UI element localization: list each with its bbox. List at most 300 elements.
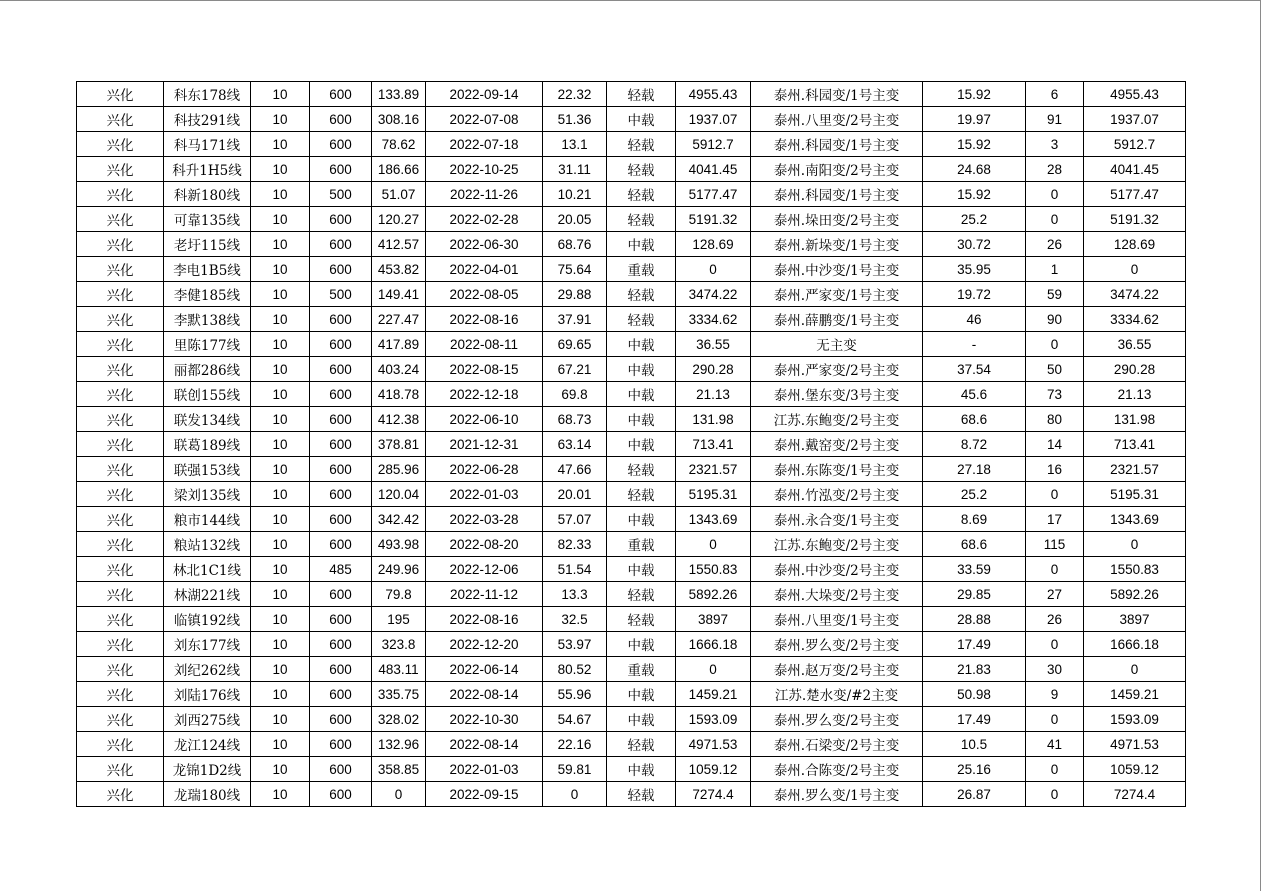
table-cell: 林湖221线 (164, 582, 251, 607)
table-cell: 泰州.东陈变/1号主变 (751, 457, 923, 482)
table-cell: 26 (1026, 607, 1084, 632)
table-cell: 10 (251, 707, 310, 732)
table-row (77, 82, 1186, 107)
table-row (77, 282, 1186, 307)
table-cell: 2022-10-25 (426, 157, 543, 182)
table-cell: 285.96 (372, 457, 426, 482)
table-cell: 412.38 (372, 407, 426, 432)
table-cell: 1459.21 (1084, 682, 1186, 707)
table-cell: 59 (1026, 282, 1084, 307)
table-cell: 600 (310, 582, 372, 607)
table-cell: 中载 (607, 107, 676, 132)
table-cell: 江苏.东鲍变/2号主变 (751, 407, 923, 432)
table-cell: 69.8 (543, 382, 607, 407)
table-cell: 重载 (607, 532, 676, 557)
table-cell: 149.41 (372, 282, 426, 307)
table-cell: 5191.32 (676, 207, 751, 232)
table-cell: 2321.57 (676, 457, 751, 482)
table-cell: 5177.47 (1084, 182, 1186, 207)
table-cell: 80.52 (543, 657, 607, 682)
table-cell: 600 (310, 457, 372, 482)
table-cell: 兴化 (77, 507, 164, 532)
table-cell: 453.82 (372, 257, 426, 282)
table-cell: 兴化 (77, 657, 164, 682)
table-cell: 泰州.罗么变/1号主变 (751, 782, 923, 807)
table-cell: 21.13 (676, 382, 751, 407)
table-cell: 3 (1026, 132, 1084, 157)
table-cell: 1937.07 (676, 107, 751, 132)
table-cell: 10 (251, 307, 310, 332)
table-cell: 0 (1026, 632, 1084, 657)
table-cell: 泰州.严家变/2号主变 (751, 357, 923, 382)
table-cell: 1059.12 (1084, 757, 1186, 782)
table-cell: 20.05 (543, 207, 607, 232)
table-cell: 中载 (607, 757, 676, 782)
table-cell: 2022-07-08 (426, 107, 543, 132)
table-cell: 37.91 (543, 307, 607, 332)
table-cell: 2022-08-05 (426, 282, 543, 307)
table-cell: 2022-08-20 (426, 532, 543, 557)
table-cell: 中载 (607, 707, 676, 732)
table-cell: 兴化 (77, 607, 164, 632)
table-cell: 55.96 (543, 682, 607, 707)
table-cell: 0 (1026, 707, 1084, 732)
table-cell: 26 (1026, 232, 1084, 257)
table-cell: 10 (251, 332, 310, 357)
table-cell: 轻载 (607, 132, 676, 157)
table-cell: 68.6 (923, 532, 1026, 557)
table-cell: 133.89 (372, 82, 426, 107)
table-cell: 临镇192线 (164, 607, 251, 632)
table-cell: 600 (310, 107, 372, 132)
table-cell: 10 (251, 782, 310, 807)
table-row (77, 382, 1186, 407)
table-row (77, 682, 1186, 707)
table-row (77, 757, 1186, 782)
table-cell: 10 (251, 532, 310, 557)
table-row (77, 207, 1186, 232)
table-cell: 重载 (607, 257, 676, 282)
table-cell: 1593.09 (1084, 707, 1186, 732)
table-cell: 600 (310, 207, 372, 232)
table-cell: 0 (1026, 557, 1084, 582)
table-cell: 10 (251, 82, 310, 107)
table-cell: 兴化 (77, 782, 164, 807)
table-cell: 0 (676, 657, 751, 682)
table-cell: 10 (251, 457, 310, 482)
table-cell: 3897 (1084, 607, 1186, 632)
table-cell: 75.64 (543, 257, 607, 282)
table-cell: 5892.26 (1084, 582, 1186, 607)
table-cell: 500 (310, 282, 372, 307)
table-row (77, 332, 1186, 357)
table-cell: 27.18 (923, 457, 1026, 482)
table-cell: 10 (251, 732, 310, 757)
table-cell: 4971.53 (1084, 732, 1186, 757)
table-cell: 19.72 (923, 282, 1026, 307)
table-cell: 13.3 (543, 582, 607, 607)
table-cell: 2022-08-15 (426, 357, 543, 382)
table-cell: 51.07 (372, 182, 426, 207)
table-cell: 中载 (607, 682, 676, 707)
table-cell: 600 (310, 407, 372, 432)
table-row (77, 182, 1186, 207)
table-cell: 600 (310, 482, 372, 507)
table-cell: 3334.62 (676, 307, 751, 332)
table-cell: 21.13 (1084, 382, 1186, 407)
table-cell: 10 (251, 257, 310, 282)
data-table (76, 81, 1186, 807)
table-cell: 358.85 (372, 757, 426, 782)
table-cell: 9 (1026, 682, 1084, 707)
table-cell: 龙江124线 (164, 732, 251, 757)
table-cell: 5912.7 (676, 132, 751, 157)
table-cell: 2022-08-14 (426, 682, 543, 707)
table-cell: 10 (251, 657, 310, 682)
table-cell: 0 (1026, 332, 1084, 357)
table-cell: 2022-01-03 (426, 482, 543, 507)
table-cell: 泰州.严家变/1号主变 (751, 282, 923, 307)
table-cell: 泰州.垛田变/2号主变 (751, 207, 923, 232)
table-cell: 轻载 (607, 782, 676, 807)
table-cell: 19.97 (923, 107, 1026, 132)
table-cell: 36.55 (1084, 332, 1186, 357)
table-cell: 1666.18 (1084, 632, 1186, 657)
table-cell: 0 (1026, 207, 1084, 232)
table-cell: 中载 (607, 382, 676, 407)
table-cell: 1550.83 (1084, 557, 1186, 582)
table-cell: 2022-11-12 (426, 582, 543, 607)
table-cell: 22.16 (543, 732, 607, 757)
table-cell: 483.11 (372, 657, 426, 682)
table-cell: 1343.69 (676, 507, 751, 532)
table-cell: 131.98 (1084, 407, 1186, 432)
table-cell: 联发134线 (164, 407, 251, 432)
table-cell: 科升1H5线 (164, 157, 251, 182)
table-cell: 兴化 (77, 707, 164, 732)
table-cell: 梁刘135线 (164, 482, 251, 507)
table-cell: 4971.53 (676, 732, 751, 757)
table-cell: 10 (251, 232, 310, 257)
table-cell: 2021-12-31 (426, 432, 543, 457)
table-cell: 4955.43 (676, 82, 751, 107)
table-cell: 1593.09 (676, 707, 751, 732)
table-cell: 刘东177线 (164, 632, 251, 657)
table-cell: 10 (251, 482, 310, 507)
table-cell: 10 (251, 182, 310, 207)
table-cell: 33.59 (923, 557, 1026, 582)
table-cell: 17.49 (923, 707, 1026, 732)
table-cell: 25.2 (923, 207, 1026, 232)
table-cell: 中载 (607, 557, 676, 582)
table-cell: 13.1 (543, 132, 607, 157)
table-cell: 131.98 (676, 407, 751, 432)
table-cell: 120.04 (372, 482, 426, 507)
table-cell: 91 (1026, 107, 1084, 132)
table-cell: 泰州.八里变/1号主变 (751, 607, 923, 632)
table-cell: 泰州.合陈变/2号主变 (751, 757, 923, 782)
table-cell: 5892.26 (676, 582, 751, 607)
table-cell: 兴化 (77, 107, 164, 132)
table-row (77, 107, 1186, 132)
table-cell: 1550.83 (676, 557, 751, 582)
table-cell: 27 (1026, 582, 1084, 607)
table-cell: 51.54 (543, 557, 607, 582)
table-cell: 32.5 (543, 607, 607, 632)
table-row (77, 657, 1186, 682)
table-cell: 14 (1026, 432, 1084, 457)
table-cell: 2022-12-06 (426, 557, 543, 582)
table-cell: 21.83 (923, 657, 1026, 682)
table-cell: 600 (310, 707, 372, 732)
table-cell: 0 (676, 257, 751, 282)
table-cell: 2022-02-28 (426, 207, 543, 232)
table-cell: 54.67 (543, 707, 607, 732)
table-cell: 泰州.永合变/1号主变 (751, 507, 923, 532)
table-cell: 25.16 (923, 757, 1026, 782)
table-cell: 73 (1026, 382, 1084, 407)
table-cell: 兴化 (77, 257, 164, 282)
table-cell: 4041.45 (1084, 157, 1186, 182)
table-cell: 78.62 (372, 132, 426, 157)
table-cell: 10 (251, 632, 310, 657)
table-cell: 51.36 (543, 107, 607, 132)
table-cell: 轻载 (607, 307, 676, 332)
table-cell: 可靠135线 (164, 207, 251, 232)
table-cell: 龙锦1D2线 (164, 757, 251, 782)
table-cell: 10 (251, 132, 310, 157)
table-cell: 2022-09-14 (426, 82, 543, 107)
table-cell: 41 (1026, 732, 1084, 757)
table-cell: 里陈177线 (164, 332, 251, 357)
table-cell: 0 (1084, 532, 1186, 557)
table-cell: 粮市144线 (164, 507, 251, 532)
table-cell: 290.28 (1084, 357, 1186, 382)
table-cell: 8.72 (923, 432, 1026, 457)
table-cell: 1459.21 (676, 682, 751, 707)
table-cell: 中载 (607, 632, 676, 657)
table-cell: 4041.45 (676, 157, 751, 182)
table-cell: 2022-01-03 (426, 757, 543, 782)
table-cell: 李电1B5线 (164, 257, 251, 282)
table-cell: 轻载 (607, 482, 676, 507)
table-cell: 泰州.科园变/1号主变 (751, 132, 923, 157)
table-cell: 3334.62 (1084, 307, 1186, 332)
table-cell: 53.97 (543, 632, 607, 657)
table-cell: 418.78 (372, 382, 426, 407)
table-cell: 335.75 (372, 682, 426, 707)
table-cell: 16 (1026, 457, 1084, 482)
table-cell: 联葛189线 (164, 432, 251, 457)
table-cell: 5177.47 (676, 182, 751, 207)
table-cell: 600 (310, 757, 372, 782)
table-cell: 2022-07-18 (426, 132, 543, 157)
table-cell: 兴化 (77, 632, 164, 657)
table-cell: 132.96 (372, 732, 426, 757)
table-row (77, 357, 1186, 382)
table-cell: 2022-06-28 (426, 457, 543, 482)
table-row (77, 407, 1186, 432)
table-cell: 600 (310, 82, 372, 107)
table-cell: 泰州.罗么变/2号主变 (751, 632, 923, 657)
table-row (77, 707, 1186, 732)
table-cell: 刘纪262线 (164, 657, 251, 682)
table-row (77, 782, 1186, 807)
table-cell: 10 (251, 557, 310, 582)
table-cell: 10 (251, 207, 310, 232)
table-cell: 308.16 (372, 107, 426, 132)
table-cell: 兴化 (77, 382, 164, 407)
table-row (77, 232, 1186, 257)
table-cell: 中载 (607, 332, 676, 357)
table-cell: 泰州.科园变/1号主变 (751, 182, 923, 207)
table-cell: 科技291线 (164, 107, 251, 132)
table-cell: 10 (251, 582, 310, 607)
table-cell: 5912.7 (1084, 132, 1186, 157)
table-cell: 2022-06-14 (426, 657, 543, 682)
table-cell: 30 (1026, 657, 1084, 682)
table-cell: 兴化 (77, 182, 164, 207)
table-cell: 0 (1026, 482, 1084, 507)
table-cell: 417.89 (372, 332, 426, 357)
table-cell: 10 (251, 757, 310, 782)
table-cell: 科马171线 (164, 132, 251, 157)
table-cell: 128.69 (676, 232, 751, 257)
table-cell: 泰州.新垛变/1号主变 (751, 232, 923, 257)
table-cell: 轻载 (607, 582, 676, 607)
table-cell: 500 (310, 182, 372, 207)
table-cell: 泰州.中沙变/2号主变 (751, 557, 923, 582)
table-cell: 泰州.竹泓变/2号主变 (751, 482, 923, 507)
table-row (77, 432, 1186, 457)
table-cell: 323.8 (372, 632, 426, 657)
table-cell: 26.87 (923, 782, 1026, 807)
table-cell: 泰州.八里变/2号主变 (751, 107, 923, 132)
table-cell: 轻载 (607, 732, 676, 757)
table-cell: 2022-12-20 (426, 632, 543, 657)
table-cell: 泰州.赵万变/2号主变 (751, 657, 923, 682)
table-cell: 江苏.东鲍变/2号主变 (751, 532, 923, 557)
table-cell: 403.24 (372, 357, 426, 382)
table-cell: 2022-08-11 (426, 332, 543, 357)
table-cell: 泰州.科园变/1号主变 (751, 82, 923, 107)
table-cell: 刘陆176线 (164, 682, 251, 707)
table-cell: 泰州.中沙变/1号主变 (751, 257, 923, 282)
table-cell: 82.33 (543, 532, 607, 557)
table-cell: 中载 (607, 407, 676, 432)
table-cell: 0 (1026, 782, 1084, 807)
table-cell: 4955.43 (1084, 82, 1186, 107)
table-cell: 中载 (607, 357, 676, 382)
table-cell: 68.76 (543, 232, 607, 257)
table-cell: 68.6 (923, 407, 1026, 432)
table-cell: 泰州.南阳变/2号主变 (751, 157, 923, 182)
table-cell: 兴化 (77, 482, 164, 507)
table-cell: 24.68 (923, 157, 1026, 182)
table-cell: 0 (1084, 257, 1186, 282)
table-cell: 龙瑞180线 (164, 782, 251, 807)
table-row (77, 482, 1186, 507)
table-cell: 15.92 (923, 182, 1026, 207)
table-cell: 轻载 (607, 607, 676, 632)
table-cell: 重载 (607, 657, 676, 682)
table-cell: 2022-08-16 (426, 607, 543, 632)
table-cell: 2022-11-26 (426, 182, 543, 207)
table-cell: 2022-09-15 (426, 782, 543, 807)
table-cell: 0 (676, 532, 751, 557)
table-cell: 68.73 (543, 407, 607, 432)
table-cell: 600 (310, 682, 372, 707)
table-cell: 李默138线 (164, 307, 251, 332)
table-cell: 兴化 (77, 457, 164, 482)
table-cell: 600 (310, 257, 372, 282)
table-cell: 36.55 (676, 332, 751, 357)
table-cell: 泰州.戴窑变/2号主变 (751, 432, 923, 457)
table-cell: 无主变 (751, 332, 923, 357)
table-cell: 63.14 (543, 432, 607, 457)
table-cell: 江苏.楚水变/#2主变 (751, 682, 923, 707)
table-cell: 2022-12-18 (426, 382, 543, 407)
table-cell: 2022-03-28 (426, 507, 543, 532)
table-cell: 兴化 (77, 407, 164, 432)
table-cell: 粮站132线 (164, 532, 251, 557)
table-cell: 10 (251, 282, 310, 307)
table-cell: 0 (543, 782, 607, 807)
table-cell: 兴化 (77, 307, 164, 332)
table-cell: 刘西275线 (164, 707, 251, 732)
table-cell: 兴化 (77, 232, 164, 257)
table-row (77, 557, 1186, 582)
table-cell: 泰州.堡东变/3号主变 (751, 382, 923, 407)
table-cell: 10.21 (543, 182, 607, 207)
table-row (77, 582, 1186, 607)
table-cell: 5195.31 (1084, 482, 1186, 507)
table-cell: 378.81 (372, 432, 426, 457)
table-cell: 600 (310, 157, 372, 182)
table-cell: 80 (1026, 407, 1084, 432)
table-cell: 10 (251, 107, 310, 132)
table-cell: 46 (923, 307, 1026, 332)
table-cell: 轻载 (607, 282, 676, 307)
table-row (77, 607, 1186, 632)
table-cell: 兴化 (77, 432, 164, 457)
table-cell: 2022-08-16 (426, 307, 543, 332)
table-row (77, 532, 1186, 557)
table-cell: 15.92 (923, 132, 1026, 157)
table-cell: 中载 (607, 507, 676, 532)
table-cell: 1937.07 (1084, 107, 1186, 132)
table-cell: 3474.22 (1084, 282, 1186, 307)
table-cell: 412.57 (372, 232, 426, 257)
table-cell: 120.27 (372, 207, 426, 232)
table-cell: 79.8 (372, 582, 426, 607)
table-cell: 600 (310, 732, 372, 757)
table-cell: 6 (1026, 82, 1084, 107)
table-cell: 泰州.薛鹏变/1号主变 (751, 307, 923, 332)
table-cell: 兴化 (77, 582, 164, 607)
table-cell: 10 (251, 357, 310, 382)
table-row (77, 507, 1186, 532)
table-cell: 713.41 (1084, 432, 1186, 457)
table-cell: 493.98 (372, 532, 426, 557)
table-cell: 342.42 (372, 507, 426, 532)
table-cell: 25.2 (923, 482, 1026, 507)
table-cell: 林北1C1线 (164, 557, 251, 582)
table-cell: 22.32 (543, 82, 607, 107)
table-cell: 69.65 (543, 332, 607, 357)
table-cell: 兴化 (77, 132, 164, 157)
table-cell: 丽都286线 (164, 357, 251, 382)
